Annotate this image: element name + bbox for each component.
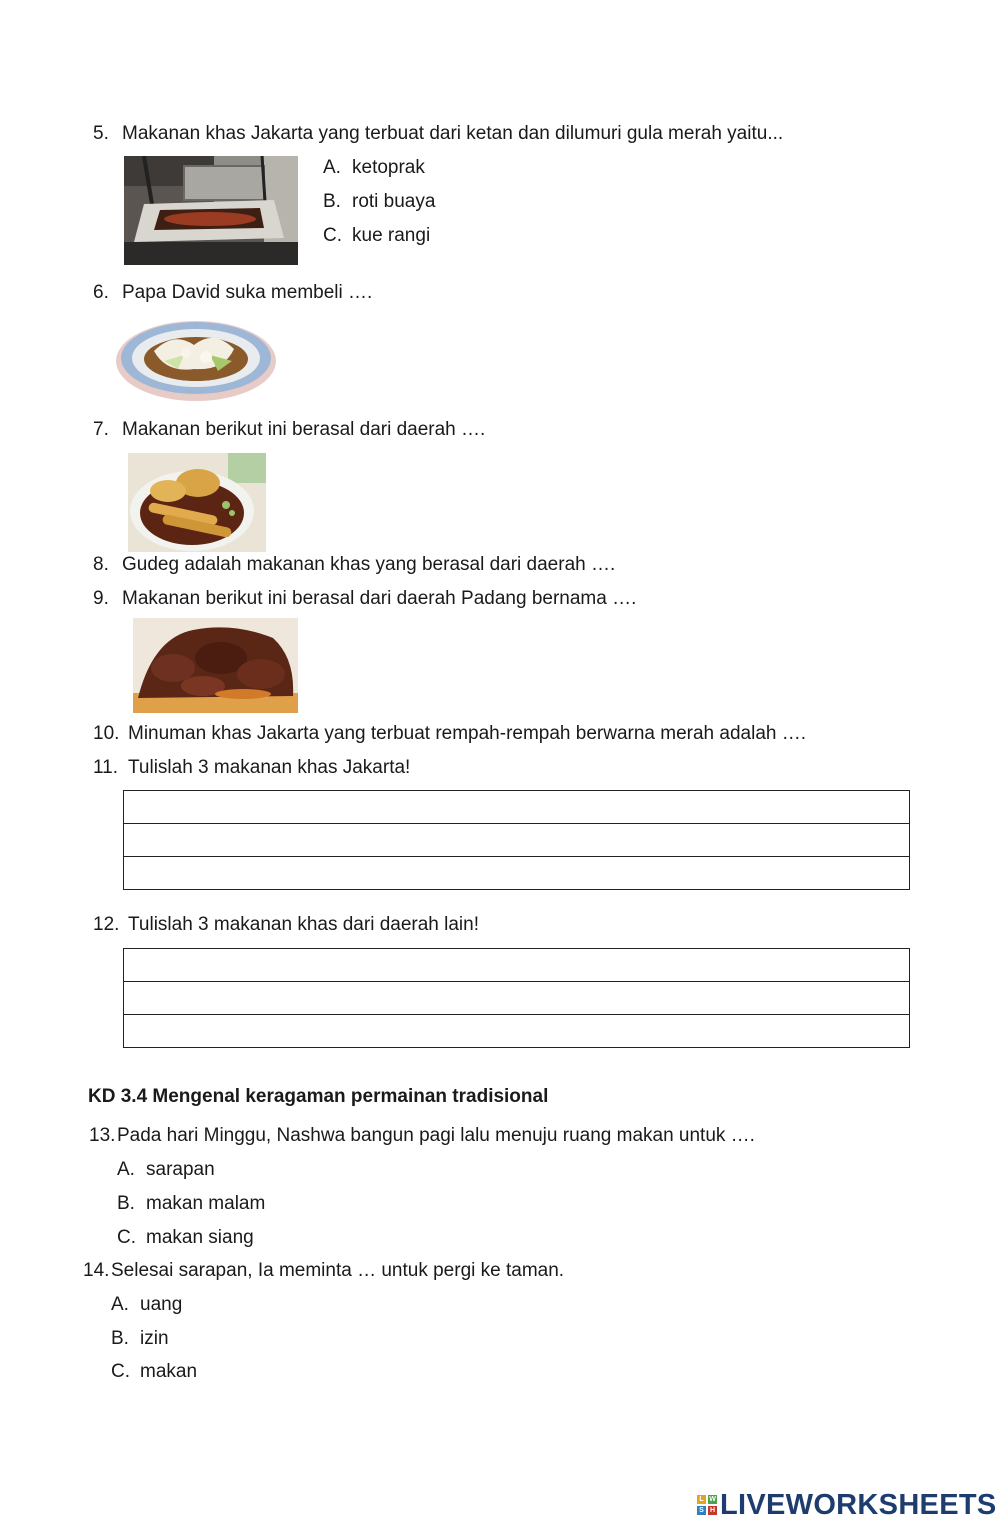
- option-text: izin: [140, 1328, 169, 1349]
- q14-option-b[interactable]: [111, 1328, 169, 1350]
- q11-answer-table: [123, 790, 910, 890]
- question-12: [93, 914, 479, 936]
- question-number: 13.: [89, 1125, 116, 1146]
- option-text: makan malam: [146, 1193, 266, 1214]
- brand-name: LIVEWORKSHEETS: [720, 1488, 997, 1521]
- option-letter: B.: [323, 191, 341, 212]
- question-number: 11.: [93, 757, 119, 778]
- question-number: 12.: [93, 914, 120, 935]
- answer-field[interactable]: [124, 982, 910, 1015]
- option-text: kue rangi: [352, 225, 431, 246]
- question-number: 9.: [93, 588, 109, 609]
- question-9: [93, 588, 636, 610]
- question-5: [93, 123, 783, 145]
- option-text: ketoprak: [352, 157, 425, 178]
- question-text: Makanan berikut ini berasal dari daerah ….: [122, 419, 486, 440]
- question-text: Gudeg adalah makanan khas yang berasal dari daerah ….: [122, 554, 616, 575]
- answer-field[interactable]: [124, 949, 910, 982]
- q13-option-b[interactable]: [117, 1193, 265, 1215]
- question-7: [93, 419, 485, 441]
- question-number: 14.: [83, 1260, 110, 1281]
- q12-answer-table: [123, 948, 910, 1048]
- option-text: uang: [140, 1294, 183, 1315]
- question-number: 8.: [93, 554, 109, 575]
- question-text: Pada hari Minggu, Nashwa bangun pagi lalu menuju ruang makan untuk ….: [117, 1125, 755, 1146]
- question-8: [93, 554, 615, 576]
- question-text: Makanan berikut ini berasal dari daerah Padang bernama ….: [122, 588, 637, 609]
- option-letter: B.: [117, 1193, 135, 1214]
- question-text: Papa David suka membeli ….: [122, 282, 373, 303]
- question-10: [93, 723, 806, 745]
- q5-option-a[interactable]: [323, 157, 425, 179]
- question-number: 10.: [93, 723, 120, 744]
- q13-option-c[interactable]: [117, 1227, 254, 1249]
- question-text: Makanan khas Jakarta yang terbuat dari ketan dan dilumuri gula merah yaitu...: [122, 123, 784, 144]
- question-number: 7.: [93, 419, 109, 440]
- question-number: 5.: [93, 123, 109, 144]
- rendang-image: [133, 618, 298, 713]
- option-letter: C.: [323, 225, 342, 246]
- option-letter: C.: [111, 1361, 130, 1382]
- answer-field[interactable]: [124, 824, 910, 857]
- option-letter: A.: [111, 1294, 129, 1315]
- q5-option-c[interactable]: [323, 225, 430, 247]
- pempek-image: [128, 453, 266, 552]
- q14-option-c[interactable]: [111, 1361, 197, 1383]
- option-letter: B.: [111, 1328, 129, 1349]
- question-text: Tulislah 3 makanan khas dari daerah lain!: [128, 914, 479, 935]
- answer-field[interactable]: [124, 1015, 910, 1048]
- ketoprak-image: [114, 311, 278, 406]
- option-text: sarapan: [146, 1159, 215, 1180]
- question-13: [89, 1125, 755, 1147]
- option-text: roti buaya: [352, 191, 436, 212]
- question-text: Tulislah 3 makanan khas Jakarta!: [128, 757, 411, 778]
- option-letter: A.: [117, 1159, 135, 1180]
- section-heading: KD 3.4 Mengenal keragaman permainan tradisional: [88, 1086, 549, 1107]
- q13-option-a[interactable]: [117, 1159, 215, 1181]
- question-6: [93, 282, 372, 304]
- kue-rangi-image: [124, 156, 298, 265]
- question-14: [83, 1260, 564, 1282]
- question-11: [93, 757, 410, 779]
- answer-field[interactable]: [124, 857, 910, 890]
- question-number: 6.: [93, 282, 109, 303]
- question-text: Selesai sarapan, Ia meminta … untuk pergi ke taman.: [111, 1260, 565, 1281]
- option-letter: C.: [117, 1227, 136, 1248]
- option-letter: A.: [323, 157, 341, 178]
- option-text: makan: [140, 1361, 198, 1382]
- answer-field[interactable]: [124, 791, 910, 824]
- question-text: Minuman khas Jakarta yang terbuat rempah-rempah berwarna merah adalah ….: [128, 723, 807, 744]
- liveworksheets-logo[interactable]: [697, 1489, 997, 1521]
- logo-icon: L W S H: [697, 1495, 717, 1515]
- q5-option-b[interactable]: [323, 191, 435, 213]
- option-text: makan siang: [146, 1227, 254, 1248]
- q14-option-a[interactable]: [111, 1294, 182, 1316]
